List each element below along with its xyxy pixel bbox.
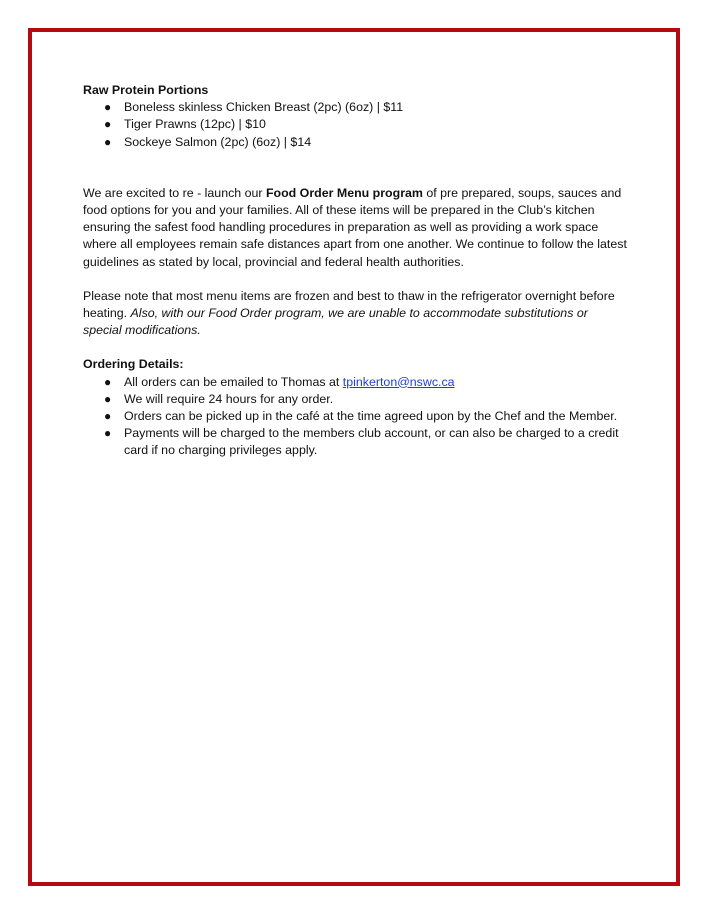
list-item [83, 134, 628, 151]
protein-item-prawns: Tiger Prawns (12pc) | $10 [124, 117, 266, 132]
bullet-icon: ● [104, 374, 112, 389]
list-item [83, 391, 628, 408]
intro-text-start: We are excited to re - launch our [83, 185, 266, 200]
note-paragraph [83, 288, 628, 340]
protein-item-salmon: Sockeye Salmon (2pc) (6oz) | $14 [124, 134, 312, 149]
bullet-icon: ● [104, 100, 112, 115]
program-name: Food Order Menu program [265, 185, 423, 200]
note-italic-text: Also, with our Food Order program, we are unable to accommodate substitutions or special modifications. [83, 306, 588, 338]
bullet-icon: ● [104, 117, 112, 132]
ordering-list [83, 374, 628, 460]
ordering-item-pickup: Orders can be picked up in the café at the time agreed upon by the Chef and the Member. [124, 409, 618, 424]
bullet-icon: ● [104, 409, 112, 424]
spacer [83, 168, 628, 185]
protein-item-chicken: Boneless skinless Chicken Breast (2pc) (6oz) | $11 [124, 100, 404, 115]
bullet-icon: ● [104, 391, 112, 406]
ordering-heading: Ordering Details: [83, 357, 184, 372]
protein-list [83, 99, 628, 151]
intro-paragraph [83, 185, 628, 271]
ordering-email-text: All orders can be emailed to Thomas at [124, 374, 343, 389]
ordering-item-payment: Payments will be charged to the members club account, or can also be charged to a credit card if no charging privileges apply. [124, 426, 619, 458]
list-item [83, 116, 628, 133]
list-item [83, 374, 628, 391]
list-item [83, 425, 628, 459]
spacer [83, 271, 628, 288]
ordering-item-lead-time: We will require 24 hours for any order. [124, 391, 334, 406]
email-link[interactable]: tpinkerton@nswc.ca [342, 374, 455, 389]
list-item [83, 99, 628, 116]
intro-text-rest: of pre prepared, soups, sauces and food options for you and your families. All of these items will be prepared in the Club’s kitchen ensuring the safest food handling procedures in preparation as well as providing a work space where all employees remain safe distances apart from one another. We continue to follow the latest guidelines as stated by local, provincial and federal health authorities. [83, 185, 627, 269]
protein-heading: Raw Protein Portions [83, 83, 209, 97]
bullet-icon: ● [104, 426, 112, 441]
spacer [83, 151, 628, 168]
bullet-icon: ● [104, 134, 112, 149]
document-body [83, 82, 628, 460]
note-text: Please note that most menu items are frozen and best to thaw in the refrigerator overnight before heating. [83, 288, 615, 321]
list-item [83, 408, 628, 425]
spacer [83, 339, 628, 356]
